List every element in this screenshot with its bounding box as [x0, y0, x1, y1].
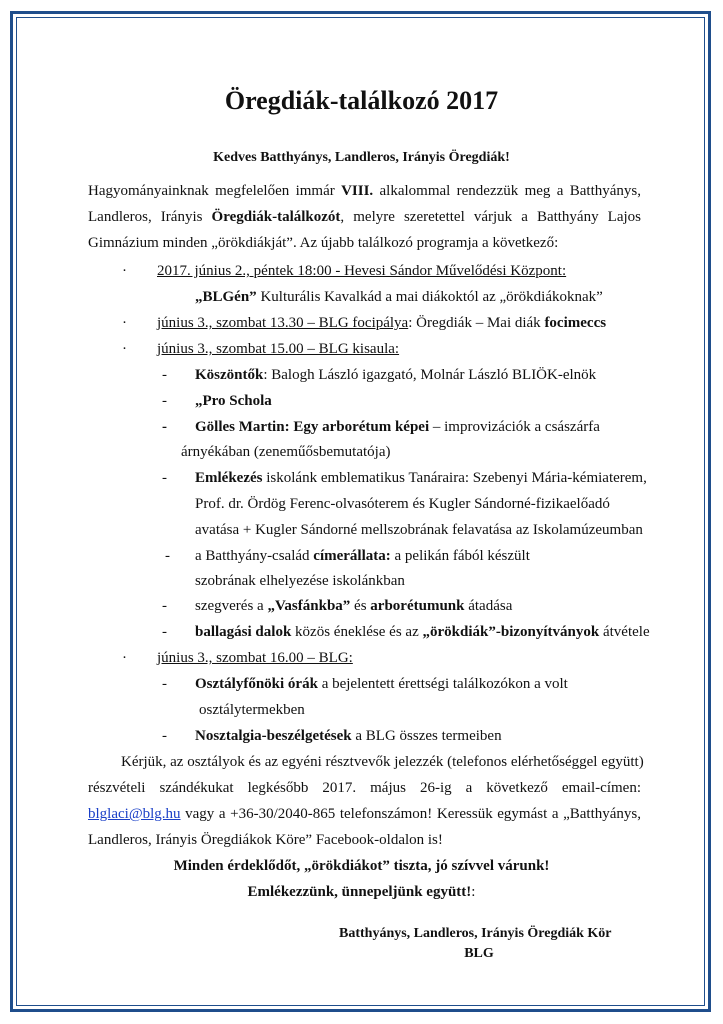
sub-item-pelican: a Batthyány-család címerállata: a pelikán fából készült: [195, 548, 530, 564]
sub-item-nostalgia: Nosztalgia-beszélgetések a BLG összes termeiben: [195, 728, 502, 744]
intro-line-1: Hagyományainknak megfelelően immár VIII. alkalommal rendezzük meg a Batthyánys,: [88, 183, 641, 199]
sub-item-class-meetings-line-2: osztálytermekben: [199, 702, 305, 718]
bullet: ·: [122, 263, 127, 279]
dash: -: [162, 367, 167, 383]
closing-line-2: részvételi szándékukat legkésőbb 2017. május 26-ig a következő email-címen:: [88, 780, 641, 796]
signature-org: Batthyánys, Landleros, Irányis Öregdiák Kör: [339, 926, 612, 941]
closing-line-4: Landleros, Irányis Öregdiákok Köre” Facebook-oldalon is!: [88, 832, 443, 848]
sub-item-remembrance-line-3: avatása + Kugler Sándorné mellszobrának felavatása az Iskolamúzeumban: [195, 522, 643, 538]
bullet: ·: [122, 650, 127, 666]
sub-item-songs: ballagási dalok közös éneklése és az „örökdiák”-bizonyítványok átvétele: [195, 624, 650, 640]
dash: -: [162, 624, 167, 640]
sub-item-remembrance-line-2: Prof. dr. Ördög Ferenc-olvasóterem és Kugler Sándorné-fizikaelőadó: [195, 496, 610, 512]
event-3-date: június 3., szombat 15.00 – BLG kisaula:: [157, 341, 400, 357]
dash: -: [162, 598, 167, 614]
closing-line-1: Kérjük, az osztályok és az egyéni résztvevők jelezzék (telefonos elérhetőséggel együtt): [121, 754, 644, 770]
sub-item-class-meetings: Osztályfőnöki órák a bejelentett érettségi találkozókon a volt: [195, 676, 568, 692]
dash: -: [162, 393, 167, 409]
sub-item-golles: Gölles Martin: Egy arborétum képei – improvizációk a császárfa: [195, 419, 600, 435]
intro-line-3: Gimnázium minden „örökdiákját”. Az újabb találkozó programja a következő:: [88, 235, 559, 251]
dash: -: [165, 548, 170, 564]
intro-line-2: Landleros, Irányis Öregdiák-találkozót, melyre szeretettel várjuk a Batthyány Lajos: [88, 209, 641, 225]
closing-celebrate: Emlékezzünk, ünnepeljünk együtt!:: [247, 884, 476, 900]
dash: -: [162, 419, 167, 435]
event-2: június 3., szombat 13.30 – BLG focipálya: Öregdiák – Mai diák focimeccs: [157, 315, 607, 331]
dash: -: [162, 470, 167, 486]
email-link[interactable]: blglaci@blg.hu: [88, 806, 181, 822]
bullet: ·: [122, 341, 127, 357]
sub-item-golles-line-2: árnyékában (zeneműősbemutatója): [181, 444, 391, 460]
sub-item-vasfank: szegverés a „Vasfánkba” és arborétumunk átadása: [195, 598, 513, 614]
sub-item-remembrance: Emlékezés iskolánk emblematikus Tanáraira: Szebenyi Mária-kémiaterem,: [195, 470, 647, 486]
event-1-date: 2017. június 2., péntek 18:00 - Hevesi Sándor Művelődési Központ:: [157, 263, 567, 279]
sub-item-pro-schola: „Pro Schola: [195, 393, 272, 409]
dash: -: [162, 728, 167, 744]
document-title: Öregdiák-találkozó 2017: [224, 86, 499, 115]
greeting: Kedves Batthyánys, Landleros, Irányis Öregdiák!: [213, 150, 510, 165]
sub-item-pelican-line-2: szobrának elhelyezése iskolánkban: [195, 573, 405, 589]
closing-line-3: blglaci@blg.hu vagy a +36-30/2040-865 telefonszámon! Keressük egymást a „Batthyánys,: [88, 806, 641, 822]
dash: -: [162, 676, 167, 692]
event-1-desc: „BLGén” Kulturális Kavalkád a mai diákoktól az „örökdiákoknak”: [195, 289, 603, 305]
sub-item-greetings: Köszöntők: Balogh László igazgató, Molnár László BLIÖK-elnök: [195, 367, 597, 383]
signature-blg: BLG: [464, 946, 494, 961]
closing-invitation: Minden érdeklődőt, „örökdiákot” tiszta, jó szívvel várunk!: [173, 858, 550, 874]
bullet: ·: [122, 315, 127, 331]
event-4-date: június 3., szombat 16.00 – BLG:: [157, 650, 353, 666]
